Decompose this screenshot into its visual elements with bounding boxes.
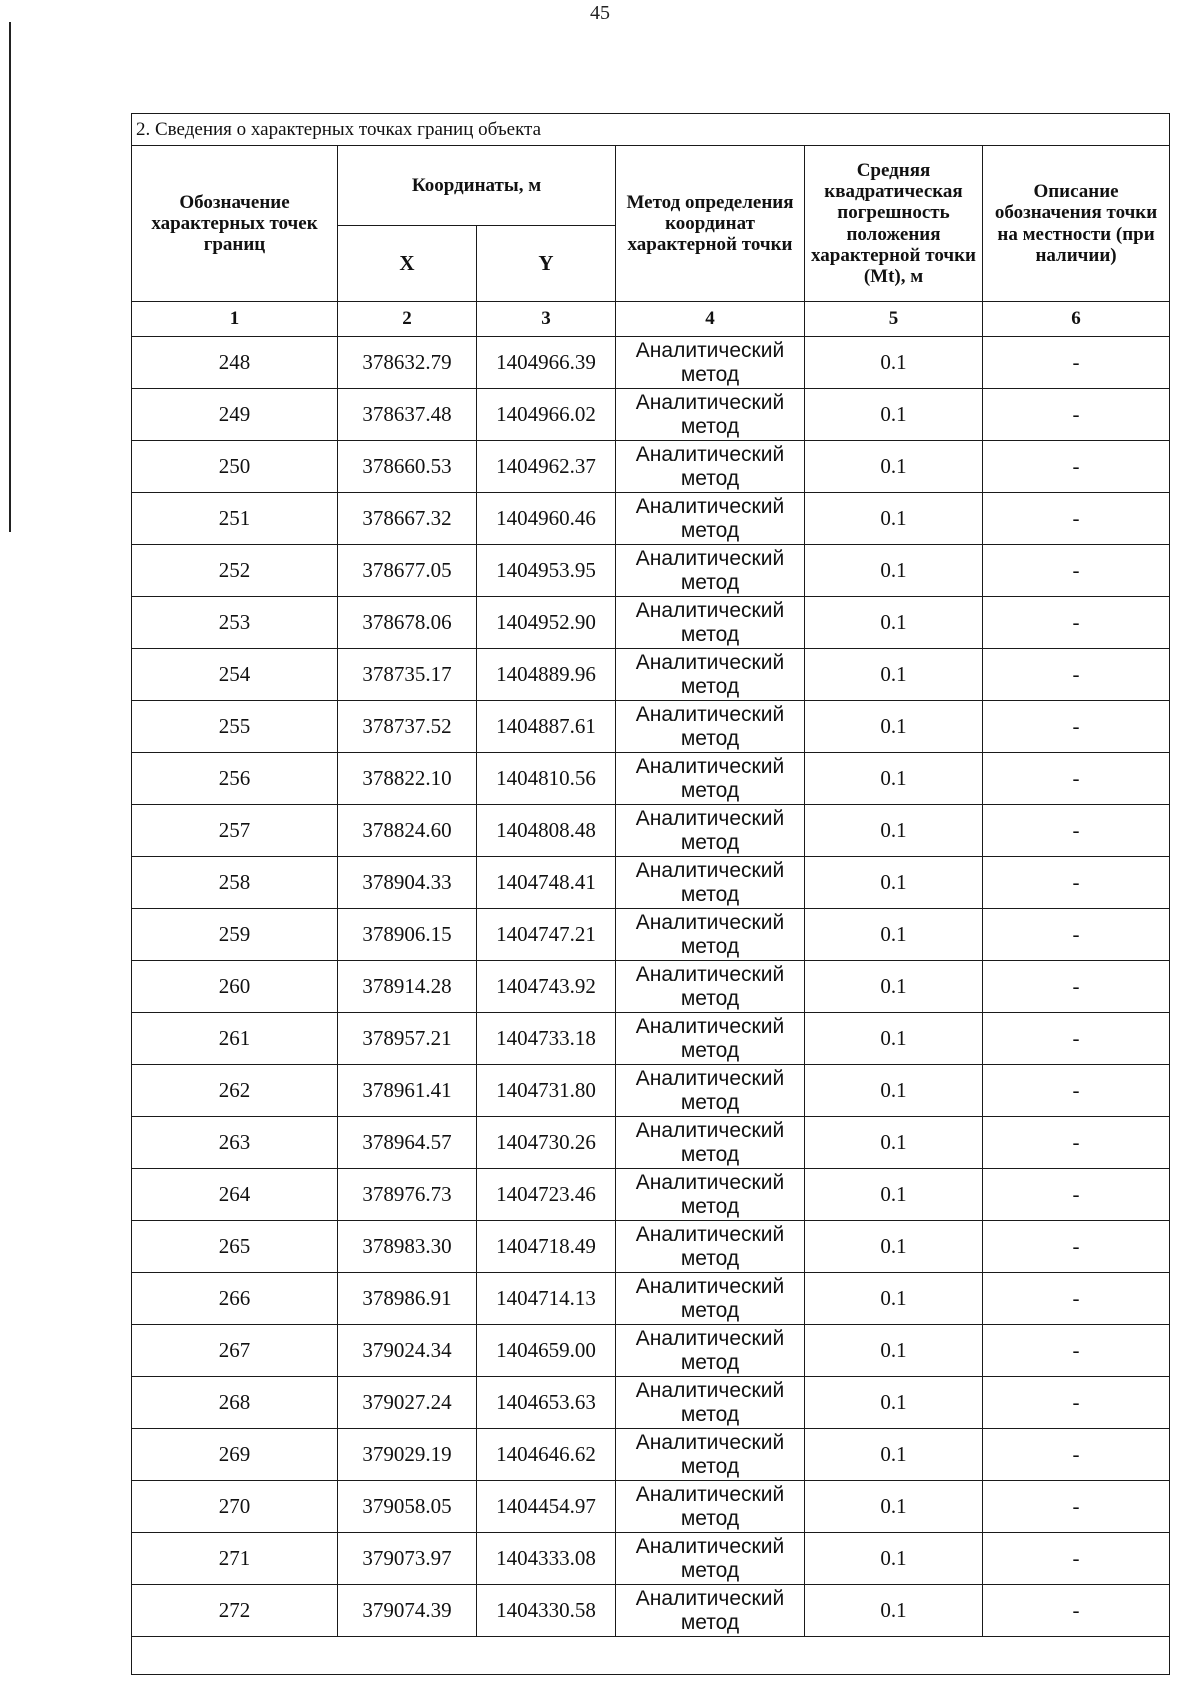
point-cell: 255 bbox=[132, 701, 338, 753]
method-text: Аналитический bbox=[635, 391, 785, 415]
method-text: метод bbox=[680, 1194, 740, 1218]
y-coordinate-cell: 1404730.26 bbox=[477, 1117, 616, 1169]
method-text: Аналитический bbox=[635, 651, 785, 675]
x-coordinate-cell: 378983.30 bbox=[338, 1221, 477, 1273]
x-coordinate-cell: 378637.48 bbox=[338, 389, 477, 441]
x-coordinate-cell: 378976.73 bbox=[338, 1169, 477, 1221]
x-coordinate-cell: 378986.91 bbox=[338, 1273, 477, 1325]
column-number: 5 bbox=[805, 302, 983, 337]
method-cell bbox=[616, 649, 805, 701]
y-coordinate-cell: 1404743.92 bbox=[477, 961, 616, 1013]
mean-error-cell: 0.1 bbox=[805, 337, 983, 389]
point-cell: 268 bbox=[132, 1377, 338, 1429]
point-cell: 264 bbox=[132, 1169, 338, 1221]
method-text: метод bbox=[680, 934, 740, 958]
method-cell bbox=[616, 1117, 805, 1169]
table-row bbox=[132, 1169, 1170, 1221]
table-row bbox=[132, 597, 1170, 649]
x-coordinate-cell: 378906.15 bbox=[338, 909, 477, 961]
point-cell: 261 bbox=[132, 1013, 338, 1065]
y-coordinate-cell: 1404887.61 bbox=[477, 701, 616, 753]
method-text: Аналитический bbox=[635, 547, 785, 571]
column-number: 1 bbox=[132, 302, 338, 337]
point-cell: 272 bbox=[132, 1585, 338, 1637]
x-coordinate-cell: 378667.32 bbox=[338, 493, 477, 545]
table-row bbox=[132, 337, 1170, 389]
method-text: Аналитический bbox=[635, 1275, 785, 1299]
method-cell bbox=[616, 1013, 805, 1065]
y-coordinate-cell: 1404646.62 bbox=[477, 1429, 616, 1481]
mean-error-cell: 0.1 bbox=[805, 1169, 983, 1221]
description-cell: - bbox=[983, 1429, 1170, 1481]
table-row bbox=[132, 857, 1170, 909]
method-text: Аналитический bbox=[635, 807, 785, 831]
method-cell bbox=[616, 1169, 805, 1221]
x-coordinate-cell: 378735.17 bbox=[338, 649, 477, 701]
x-coordinate-cell: 379073.97 bbox=[338, 1533, 477, 1585]
y-coordinate-cell: 1404330.58 bbox=[477, 1585, 616, 1637]
x-coordinate-cell: 379024.34 bbox=[338, 1325, 477, 1377]
y-coordinate-cell: 1404718.49 bbox=[477, 1221, 616, 1273]
table-row bbox=[132, 545, 1170, 597]
point-cell: 256 bbox=[132, 753, 338, 805]
mean-error-cell: 0.1 bbox=[805, 909, 983, 961]
table-row bbox=[132, 1273, 1170, 1325]
method-text: метод bbox=[680, 1142, 740, 1166]
method-cell bbox=[616, 909, 805, 961]
method-text: Аналитический bbox=[635, 1067, 785, 1091]
y-coordinate-cell: 1404810.56 bbox=[477, 753, 616, 805]
table-row bbox=[132, 1533, 1170, 1585]
x-coordinate-cell: 378961.41 bbox=[338, 1065, 477, 1117]
y-coordinate-cell: 1404808.48 bbox=[477, 805, 616, 857]
x-coordinate-cell: 378964.57 bbox=[338, 1117, 477, 1169]
description-cell: - bbox=[983, 1169, 1170, 1221]
caption-row bbox=[132, 114, 1170, 146]
description-cell: - bbox=[983, 1533, 1170, 1585]
y-coordinate-cell: 1404747.21 bbox=[477, 909, 616, 961]
description-cell: - bbox=[983, 1117, 1170, 1169]
method-cell bbox=[616, 961, 805, 1013]
method-text: Аналитический bbox=[635, 339, 785, 363]
method-text: метод bbox=[680, 1090, 740, 1114]
header-method: Метод определения координат характерной точки bbox=[616, 146, 805, 302]
table-empty-footer-row bbox=[132, 1637, 1170, 1675]
table-row bbox=[132, 1117, 1170, 1169]
y-coordinate-cell: 1404966.02 bbox=[477, 389, 616, 441]
method-text: метод bbox=[680, 518, 740, 542]
method-text: метод bbox=[680, 1038, 740, 1062]
header-description: Описание обозначения точки на местности (при наличии) bbox=[983, 146, 1170, 302]
method-text: Аналитический bbox=[635, 1015, 785, 1039]
table-row bbox=[132, 1585, 1170, 1637]
method-text: метод bbox=[680, 622, 740, 646]
method-cell bbox=[616, 805, 805, 857]
x-coordinate-cell: 378737.52 bbox=[338, 701, 477, 753]
point-cell: 257 bbox=[132, 805, 338, 857]
method-text: метод bbox=[680, 674, 740, 698]
table-row bbox=[132, 1325, 1170, 1377]
mean-error-cell: 0.1 bbox=[805, 1013, 983, 1065]
method-text: метод bbox=[680, 570, 740, 594]
x-coordinate-cell: 378678.06 bbox=[338, 597, 477, 649]
description-cell: - bbox=[983, 441, 1170, 493]
description-cell: - bbox=[983, 1585, 1170, 1637]
table-caption: 2. Сведения о характерных точках границ объекта bbox=[132, 114, 1170, 146]
y-coordinate-cell: 1404454.97 bbox=[477, 1481, 616, 1533]
description-cell: - bbox=[983, 1377, 1170, 1429]
point-cell: 258 bbox=[132, 857, 338, 909]
table-row bbox=[132, 909, 1170, 961]
empty-cell bbox=[132, 1637, 1170, 1675]
description-cell: - bbox=[983, 1481, 1170, 1533]
description-cell: - bbox=[983, 805, 1170, 857]
method-cell bbox=[616, 1325, 805, 1377]
mean-error-cell: 0.1 bbox=[805, 1429, 983, 1481]
x-coordinate-cell: 378660.53 bbox=[338, 441, 477, 493]
mean-error-cell: 0.1 bbox=[805, 857, 983, 909]
mean-error-cell: 0.1 bbox=[805, 1377, 983, 1429]
y-coordinate-cell: 1404714.13 bbox=[477, 1273, 616, 1325]
x-coordinate-cell: 378824.60 bbox=[338, 805, 477, 857]
column-number: 4 bbox=[616, 302, 805, 337]
method-text: Аналитический bbox=[635, 963, 785, 987]
method-text: метод bbox=[680, 1454, 740, 1478]
method-text: Аналитический bbox=[635, 1535, 785, 1559]
header-coordinates: Координаты, м bbox=[338, 146, 616, 226]
description-cell: - bbox=[983, 597, 1170, 649]
method-text: метод bbox=[680, 1350, 740, 1374]
method-cell bbox=[616, 753, 805, 805]
method-cell bbox=[616, 1065, 805, 1117]
method-text: Аналитический bbox=[635, 1587, 785, 1611]
method-text: Аналитический bbox=[635, 755, 785, 779]
header-y: Y bbox=[477, 226, 616, 302]
mean-error-cell: 0.1 bbox=[805, 1481, 983, 1533]
y-coordinate-cell: 1404960.46 bbox=[477, 493, 616, 545]
description-cell: - bbox=[983, 545, 1170, 597]
x-coordinate-cell: 378957.21 bbox=[338, 1013, 477, 1065]
description-cell: - bbox=[983, 961, 1170, 1013]
method-text: метод bbox=[680, 1298, 740, 1322]
point-cell: 252 bbox=[132, 545, 338, 597]
method-text: Аналитический bbox=[635, 1483, 785, 1507]
method-text: Аналитический bbox=[635, 859, 785, 883]
y-coordinate-cell: 1404731.80 bbox=[477, 1065, 616, 1117]
description-cell: - bbox=[983, 1273, 1170, 1325]
method-text: Аналитический bbox=[635, 599, 785, 623]
table-row bbox=[132, 961, 1170, 1013]
table-row bbox=[132, 701, 1170, 753]
header-mean-error: Средняя квадратическая погрешность положения характерной точки (Mt), м bbox=[805, 146, 983, 302]
method-text: Аналитический bbox=[635, 911, 785, 935]
method-cell bbox=[616, 1221, 805, 1273]
mean-error-cell: 0.1 bbox=[805, 1065, 983, 1117]
point-cell: 249 bbox=[132, 389, 338, 441]
column-number: 6 bbox=[983, 302, 1170, 337]
mean-error-cell: 0.1 bbox=[805, 805, 983, 857]
mean-error-cell: 0.1 bbox=[805, 1221, 983, 1273]
y-coordinate-cell: 1404952.90 bbox=[477, 597, 616, 649]
table-row bbox=[132, 1065, 1170, 1117]
point-cell: 259 bbox=[132, 909, 338, 961]
point-cell: 250 bbox=[132, 441, 338, 493]
mean-error-cell: 0.1 bbox=[805, 389, 983, 441]
table-row bbox=[132, 493, 1170, 545]
mean-error-cell: 0.1 bbox=[805, 545, 983, 597]
method-text: Аналитический bbox=[635, 1119, 785, 1143]
description-cell: - bbox=[983, 337, 1170, 389]
mean-error-cell: 0.1 bbox=[805, 753, 983, 805]
method-text: метод bbox=[680, 830, 740, 854]
x-coordinate-cell: 378632.79 bbox=[338, 337, 477, 389]
mean-error-cell: 0.1 bbox=[805, 1117, 983, 1169]
column-number-row bbox=[132, 302, 1170, 337]
method-text: метод bbox=[680, 1506, 740, 1530]
y-coordinate-cell: 1404653.63 bbox=[477, 1377, 616, 1429]
mean-error-cell: 0.1 bbox=[805, 1585, 983, 1637]
description-cell: - bbox=[983, 857, 1170, 909]
y-coordinate-cell: 1404733.18 bbox=[477, 1013, 616, 1065]
x-coordinate-cell: 379058.05 bbox=[338, 1481, 477, 1533]
description-cell: - bbox=[983, 909, 1170, 961]
table-row bbox=[132, 1481, 1170, 1533]
point-cell: 262 bbox=[132, 1065, 338, 1117]
method-text: метод bbox=[680, 466, 740, 490]
point-cell: 266 bbox=[132, 1273, 338, 1325]
method-text: Аналитический bbox=[635, 443, 785, 467]
method-cell bbox=[616, 857, 805, 909]
y-coordinate-cell: 1404333.08 bbox=[477, 1533, 616, 1585]
boundary-points-table bbox=[131, 113, 1170, 1675]
point-cell: 260 bbox=[132, 961, 338, 1013]
mean-error-cell: 0.1 bbox=[805, 1273, 983, 1325]
x-coordinate-cell: 378822.10 bbox=[338, 753, 477, 805]
table-row bbox=[132, 1221, 1170, 1273]
point-cell: 271 bbox=[132, 1533, 338, 1585]
table-row bbox=[132, 753, 1170, 805]
y-coordinate-cell: 1404723.46 bbox=[477, 1169, 616, 1221]
method-text: Аналитический bbox=[635, 1327, 785, 1351]
header-row bbox=[132, 146, 1170, 226]
method-text: метод bbox=[680, 1558, 740, 1582]
method-text: метод bbox=[680, 1610, 740, 1634]
method-text: метод bbox=[680, 778, 740, 802]
mean-error-cell: 0.1 bbox=[805, 493, 983, 545]
point-cell: 251 bbox=[132, 493, 338, 545]
table-row bbox=[132, 1377, 1170, 1429]
x-coordinate-cell: 378904.33 bbox=[338, 857, 477, 909]
description-cell: - bbox=[983, 389, 1170, 441]
point-cell: 253 bbox=[132, 597, 338, 649]
mean-error-cell: 0.1 bbox=[805, 701, 983, 753]
method-text: метод bbox=[680, 1246, 740, 1270]
method-text: Аналитический bbox=[635, 1379, 785, 1403]
x-coordinate-cell: 379074.39 bbox=[338, 1585, 477, 1637]
method-text: метод bbox=[680, 414, 740, 438]
mean-error-cell: 0.1 bbox=[805, 1325, 983, 1377]
method-cell bbox=[616, 441, 805, 493]
description-cell: - bbox=[983, 753, 1170, 805]
point-cell: 265 bbox=[132, 1221, 338, 1273]
description-cell: - bbox=[983, 649, 1170, 701]
point-cell: 269 bbox=[132, 1429, 338, 1481]
method-text: метод bbox=[680, 1402, 740, 1426]
mean-error-cell: 0.1 bbox=[805, 441, 983, 493]
table-row bbox=[132, 389, 1170, 441]
mean-error-cell: 0.1 bbox=[805, 597, 983, 649]
y-coordinate-cell: 1404748.41 bbox=[477, 857, 616, 909]
method-text: метод bbox=[680, 986, 740, 1010]
method-cell bbox=[616, 389, 805, 441]
method-cell bbox=[616, 1533, 805, 1585]
method-text: Аналитический bbox=[635, 1171, 785, 1195]
method-cell bbox=[616, 1377, 805, 1429]
method-cell bbox=[616, 1429, 805, 1481]
x-coordinate-cell: 378914.28 bbox=[338, 961, 477, 1013]
table-row bbox=[132, 1013, 1170, 1065]
mean-error-cell: 0.1 bbox=[805, 961, 983, 1013]
method-cell bbox=[616, 493, 805, 545]
header-point-designation: Обозначение характерных точек границ bbox=[132, 146, 338, 302]
description-cell: - bbox=[983, 701, 1170, 753]
scan-edge-mark bbox=[9, 22, 11, 532]
x-coordinate-cell: 378677.05 bbox=[338, 545, 477, 597]
description-cell: - bbox=[983, 1013, 1170, 1065]
description-cell: - bbox=[983, 493, 1170, 545]
table-row bbox=[132, 649, 1170, 701]
description-cell: - bbox=[983, 1065, 1170, 1117]
column-number: 3 bbox=[477, 302, 616, 337]
mean-error-cell: 0.1 bbox=[805, 1533, 983, 1585]
point-cell: 248 bbox=[132, 337, 338, 389]
point-cell: 270 bbox=[132, 1481, 338, 1533]
mean-error-cell: 0.1 bbox=[805, 649, 983, 701]
method-cell bbox=[616, 337, 805, 389]
point-cell: 254 bbox=[132, 649, 338, 701]
method-text: метод bbox=[680, 882, 740, 906]
method-cell bbox=[616, 1585, 805, 1637]
table-row bbox=[132, 805, 1170, 857]
x-coordinate-cell: 379029.19 bbox=[338, 1429, 477, 1481]
method-cell bbox=[616, 545, 805, 597]
x-coordinate-cell: 379027.24 bbox=[338, 1377, 477, 1429]
method-text: метод bbox=[680, 362, 740, 386]
table-row bbox=[132, 1429, 1170, 1481]
y-coordinate-cell: 1404966.39 bbox=[477, 337, 616, 389]
description-cell: - bbox=[983, 1221, 1170, 1273]
method-cell bbox=[616, 1273, 805, 1325]
page-number: 45 bbox=[590, 2, 610, 24]
y-coordinate-cell: 1404953.95 bbox=[477, 545, 616, 597]
method-cell bbox=[616, 1481, 805, 1533]
y-coordinate-cell: 1404659.00 bbox=[477, 1325, 616, 1377]
y-coordinate-cell: 1404889.96 bbox=[477, 649, 616, 701]
description-cell: - bbox=[983, 1325, 1170, 1377]
y-coordinate-cell: 1404962.37 bbox=[477, 441, 616, 493]
method-cell bbox=[616, 597, 805, 649]
method-text: Аналитический bbox=[635, 1431, 785, 1455]
method-text: Аналитический bbox=[635, 703, 785, 727]
table-row bbox=[132, 441, 1170, 493]
point-cell: 263 bbox=[132, 1117, 338, 1169]
method-text: метод bbox=[680, 726, 740, 750]
point-cell: 267 bbox=[132, 1325, 338, 1377]
header-x: X bbox=[338, 226, 477, 302]
method-text: Аналитический bbox=[635, 1223, 785, 1247]
method-text: Аналитический bbox=[635, 495, 785, 519]
method-cell bbox=[616, 701, 805, 753]
column-number: 2 bbox=[338, 302, 477, 337]
